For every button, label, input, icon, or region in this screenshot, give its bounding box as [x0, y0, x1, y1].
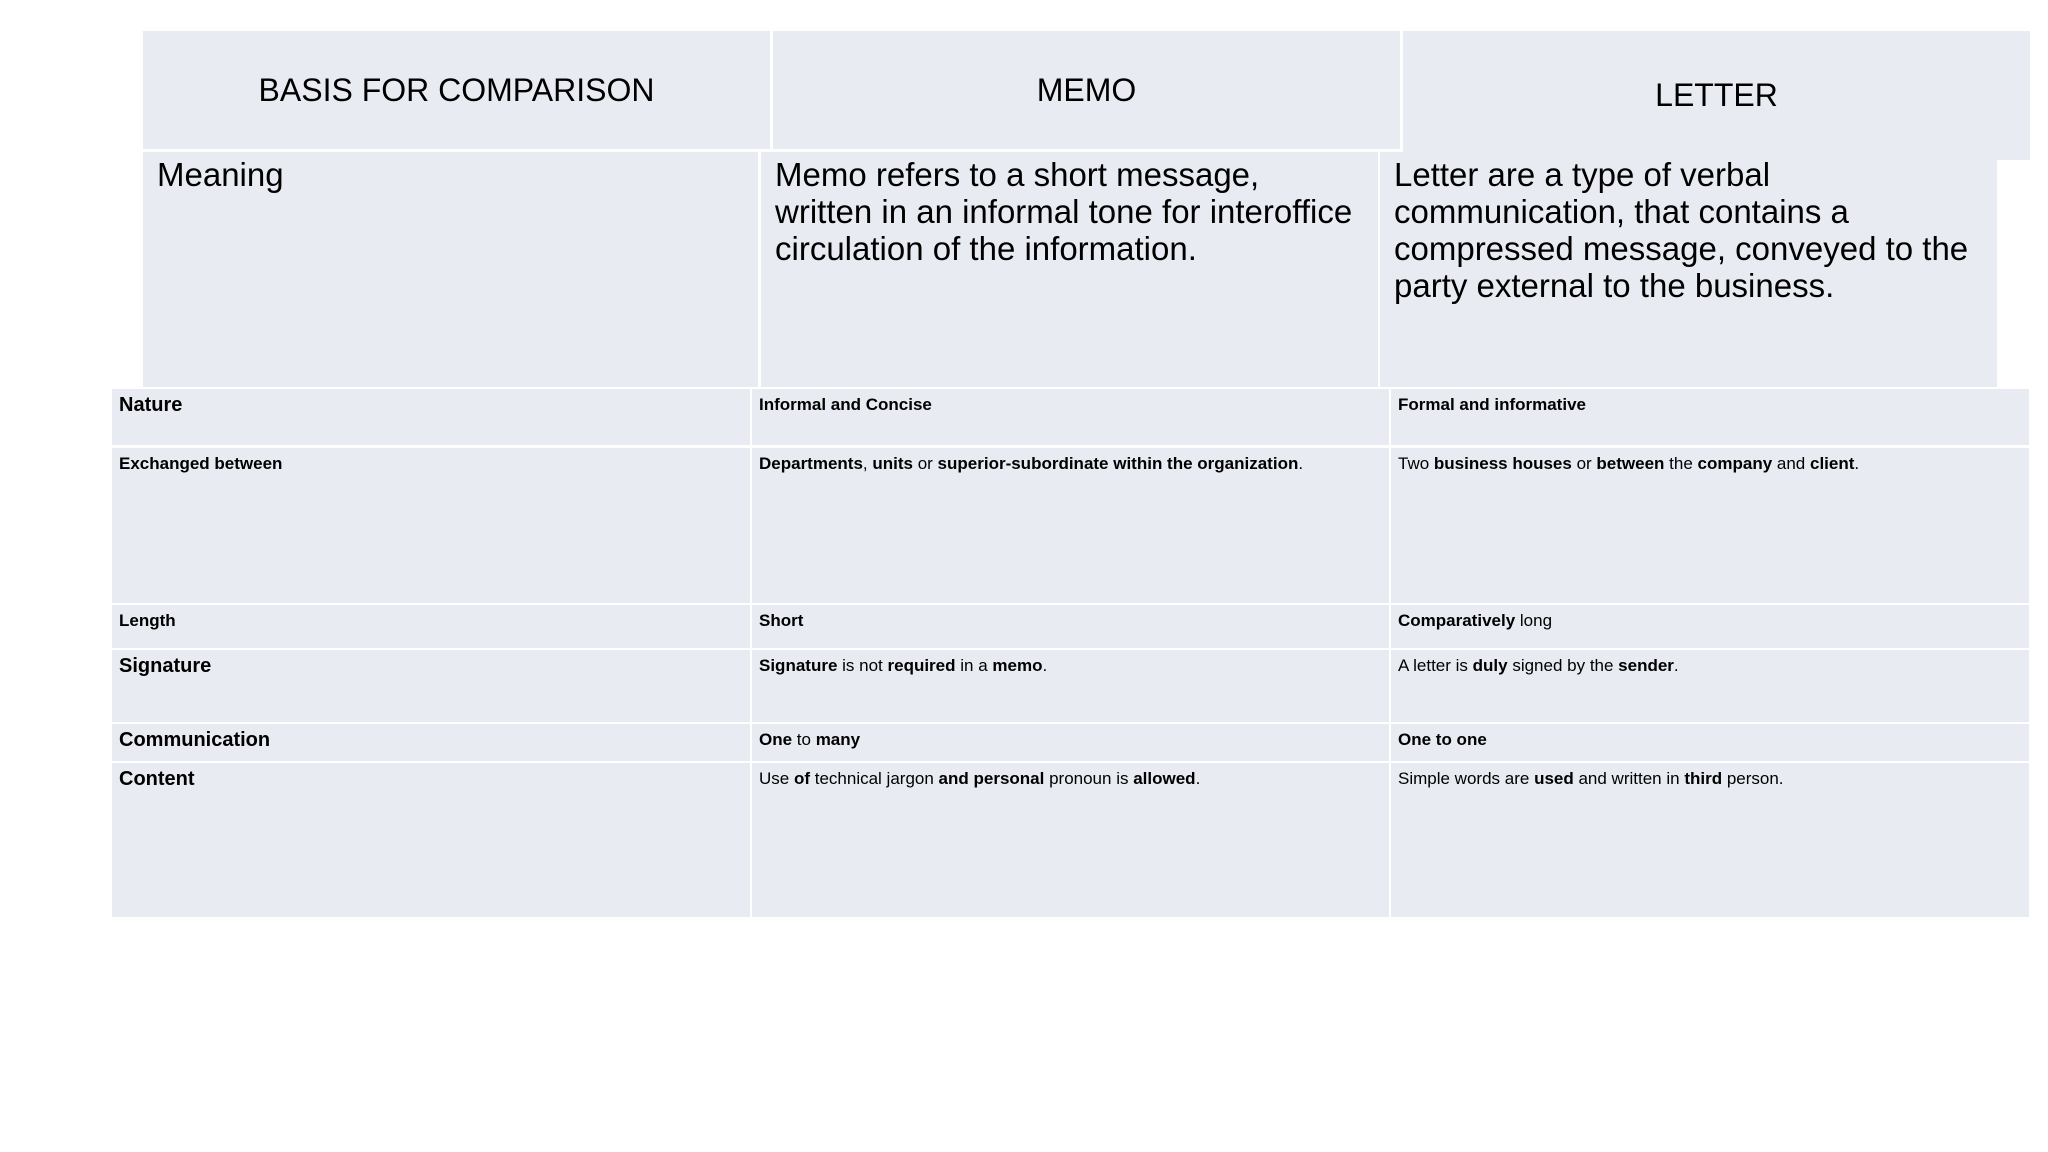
- content-memo-cell: [752, 763, 1389, 917]
- signature-memo-text: Signature is not required in a memo.: [759, 656, 1048, 675]
- meaning-label-cell: [143, 152, 758, 387]
- content-memo-text: Use of technical jargon and personal pronoun is allowed.: [759, 769, 1201, 788]
- signature-letter-cell: [1391, 650, 2029, 722]
- signature-memo-cell: [752, 650, 1389, 722]
- length-memo-text: Short: [759, 611, 804, 630]
- meaning-letter-text: Letter are a type of verbal communication, that contains a compressed message, conveyed to the party external to the business.: [1394, 156, 1969, 304]
- nature-memo-cell: [752, 389, 1389, 445]
- content-label-cell: [112, 763, 750, 917]
- nature-label: Nature: [119, 394, 183, 416]
- meaning-memo-text: Memo refers to a short message, written in an informal tone for interoffice circulation of the information.: [775, 156, 1353, 267]
- communication-memo-cell: [752, 724, 1389, 761]
- signature-label: Signature: [119, 655, 212, 677]
- meaning-memo-cell: [761, 152, 1378, 387]
- meaning-letter-cell: [1380, 152, 1997, 387]
- exchanged-label: Exchanged between: [119, 454, 283, 473]
- exchanged-label-cell: [112, 448, 750, 603]
- exchanged-letter-cell: [1391, 448, 2029, 603]
- meaning-label: Meaning: [157, 156, 284, 193]
- length-letter-text: Comparatively long: [1398, 611, 1553, 630]
- header-basis-cell: [143, 31, 770, 149]
- nature-letter-cell: [1391, 389, 2029, 445]
- nature-letter-text: Formal and informative: [1398, 395, 1586, 414]
- content-letter-cell: [1391, 763, 2029, 917]
- header-memo-cell: [773, 31, 1400, 149]
- exchanged-memo-text: Departments, units or superior-subordinate within the organization.: [759, 454, 1304, 473]
- signature-letter-text: A letter is duly signed by the sender.: [1398, 656, 1679, 675]
- communication-memo-text: One to many: [759, 730, 861, 749]
- length-label: Length: [119, 611, 176, 630]
- communication-label: Communication: [119, 729, 271, 751]
- exchanged-letter-text: Two business houses or between the company and client.: [1398, 454, 1860, 473]
- length-memo-cell: [752, 605, 1389, 648]
- communication-letter-cell: [1391, 724, 2029, 761]
- length-label-cell: [112, 605, 750, 648]
- communication-label-cell: [112, 724, 750, 761]
- length-letter-cell: [1391, 605, 2029, 648]
- exchanged-memo-cell: [752, 448, 1389, 603]
- communication-letter-text: One to one: [1398, 730, 1487, 749]
- header-letter-cell: [1403, 31, 2030, 160]
- nature-label-cell: [112, 389, 750, 445]
- content-letter-text: Simple words are used and written in third person.: [1398, 769, 1784, 788]
- header-letter-text: LETTER: [1655, 77, 1778, 113]
- content-label: Content: [119, 768, 195, 790]
- header-basis-text: BASIS FOR COMPARISON: [258, 71, 655, 108]
- header-memo-text: MEMO: [1036, 71, 1137, 108]
- nature-memo-text: Informal and Concise: [759, 395, 932, 414]
- signature-label-cell: [112, 650, 750, 722]
